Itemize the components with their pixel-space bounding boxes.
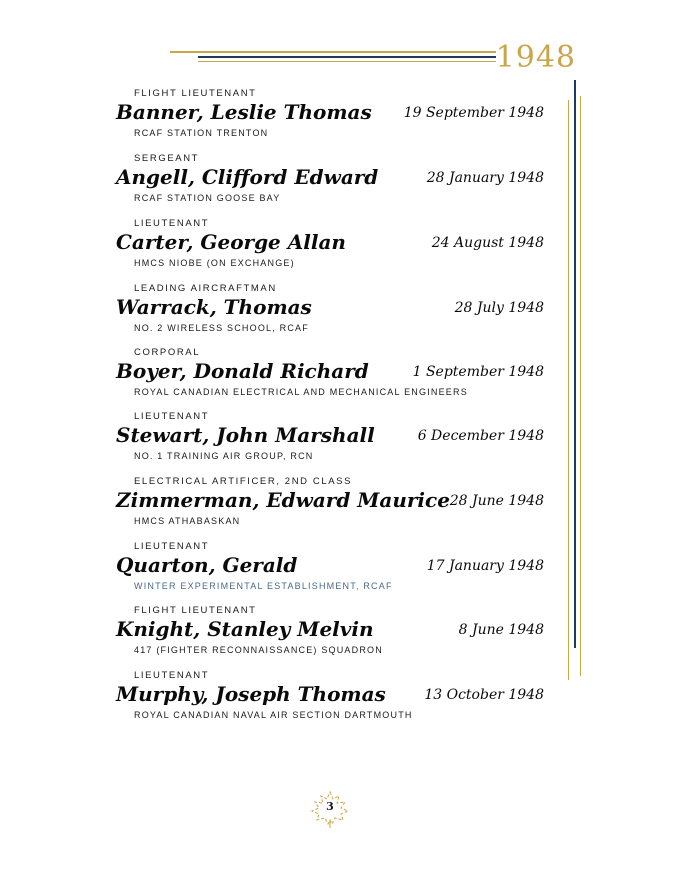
entry-rank: ELECTRICAL ARTIFICER, 2ND CLASS	[134, 476, 353, 487]
entry-rank: LIEUTENANT	[134, 670, 210, 681]
entry-name: Quarton, Gerald	[116, 553, 298, 577]
entry-date: 1 September 1948	[412, 364, 544, 380]
entry-name: Murphy, Joseph Thomas	[116, 682, 386, 706]
entry-unit: ROYAL CANADIAN ELECTRICAL AND MECHANICAL ENGINEERS	[134, 387, 468, 397]
entry-rank: LEADING AIRCRAFTMAN	[134, 283, 277, 294]
entry-name: Carter, George Allan	[116, 230, 346, 254]
entry-unit: 417 (FIGHTER RECONNAISSANCE) SQUADRON	[134, 645, 383, 655]
side-rule-navy	[574, 80, 576, 648]
entry-name: Knight, Stanley Melvin	[116, 617, 374, 641]
header-rule-gold	[170, 51, 496, 53]
entry-name: Stewart, John Marshall	[116, 423, 375, 447]
entry-name: Boyer, Donald Richard	[116, 359, 369, 383]
entry-date: 24 August 1948	[431, 235, 544, 251]
entry-rank: CORPORAL	[134, 347, 201, 358]
entry-date: 28 July 1948	[454, 300, 544, 316]
entry	[116, 541, 544, 601]
page-year: 1948	[495, 40, 576, 75]
entry-rank: LIEUTENANT	[134, 411, 210, 422]
page-number: 3	[326, 800, 334, 813]
entry-date: 19 September 1948	[403, 105, 544, 121]
entry	[116, 347, 544, 407]
entry	[116, 218, 544, 278]
page-ornament	[308, 790, 352, 830]
entry-name: Banner, Leslie Thomas	[116, 100, 372, 124]
entry	[116, 670, 544, 730]
entry-name: Warrack, Thomas	[116, 295, 312, 319]
entry-rank: LIEUTENANT	[134, 218, 210, 229]
entry-unit: HMCS NIOBE (ON EXCHANGE)	[134, 258, 295, 268]
header-rule-gold-lower	[198, 61, 496, 62]
entry	[116, 153, 544, 213]
entry	[116, 88, 544, 148]
entry-date: 6 December 1948	[417, 428, 544, 444]
entry-name: Zimmerman, Edward Maurice	[116, 488, 450, 512]
entry-date: 8 June 1948	[458, 622, 544, 638]
entry-name: Angell, Clifford Edward	[116, 165, 379, 189]
entry-unit: ROYAL CANADIAN NAVAL AIR SECTION DARTMOUTH	[134, 710, 413, 720]
entry-date: 28 June 1948	[449, 493, 544, 509]
entry-rank: FLIGHT LIEUTENANT	[134, 88, 257, 99]
entry	[116, 411, 544, 471]
entry-unit: RCAF STATION TRENTON	[134, 128, 269, 138]
entry	[116, 283, 544, 343]
entry-unit: NO. 1 TRAINING AIR GROUP, RCN	[134, 451, 314, 461]
entry-rank: SERGEANT	[134, 153, 200, 164]
side-rule-gold-outer	[580, 96, 581, 676]
entry-rank: FLIGHT LIEUTENANT	[134, 605, 257, 616]
entry	[116, 476, 544, 536]
entry-unit: WINTER EXPERIMENTAL ESTABLISHMENT, RCAF	[134, 581, 393, 591]
entry-date: 17 January 1948	[426, 558, 544, 574]
entry-unit: HMCS ATHABASKAN	[134, 516, 241, 526]
entry-date: 28 January 1948	[426, 170, 544, 186]
header-rule-navy	[198, 56, 496, 58]
entry-unit: RCAF STATION GOOSE BAY	[134, 193, 281, 203]
entry-date: 13 October 1948	[424, 687, 544, 703]
side-rule-gold	[568, 100, 569, 680]
entry-rank: LIEUTENANT	[134, 541, 210, 552]
entry	[116, 605, 544, 665]
entry-unit: NO. 2 WIRELESS SCHOOL, RCAF	[134, 323, 309, 333]
